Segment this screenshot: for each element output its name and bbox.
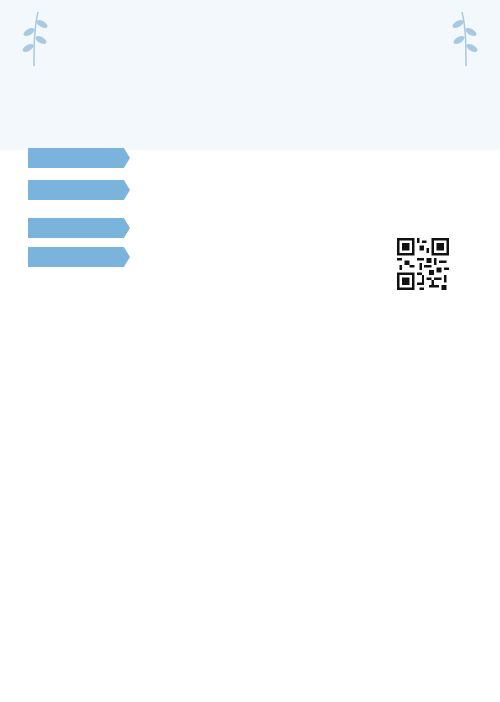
leaf-ornament-right-icon — [446, 8, 486, 68]
registration-label — [28, 218, 130, 238]
header-background — [0, 0, 500, 150]
qr-code-icon[interactable] — [397, 238, 449, 290]
cost-label — [28, 148, 130, 168]
leaf-ornament-left-icon — [14, 8, 54, 68]
where-label — [28, 180, 130, 200]
class-period-label — [28, 247, 130, 267]
